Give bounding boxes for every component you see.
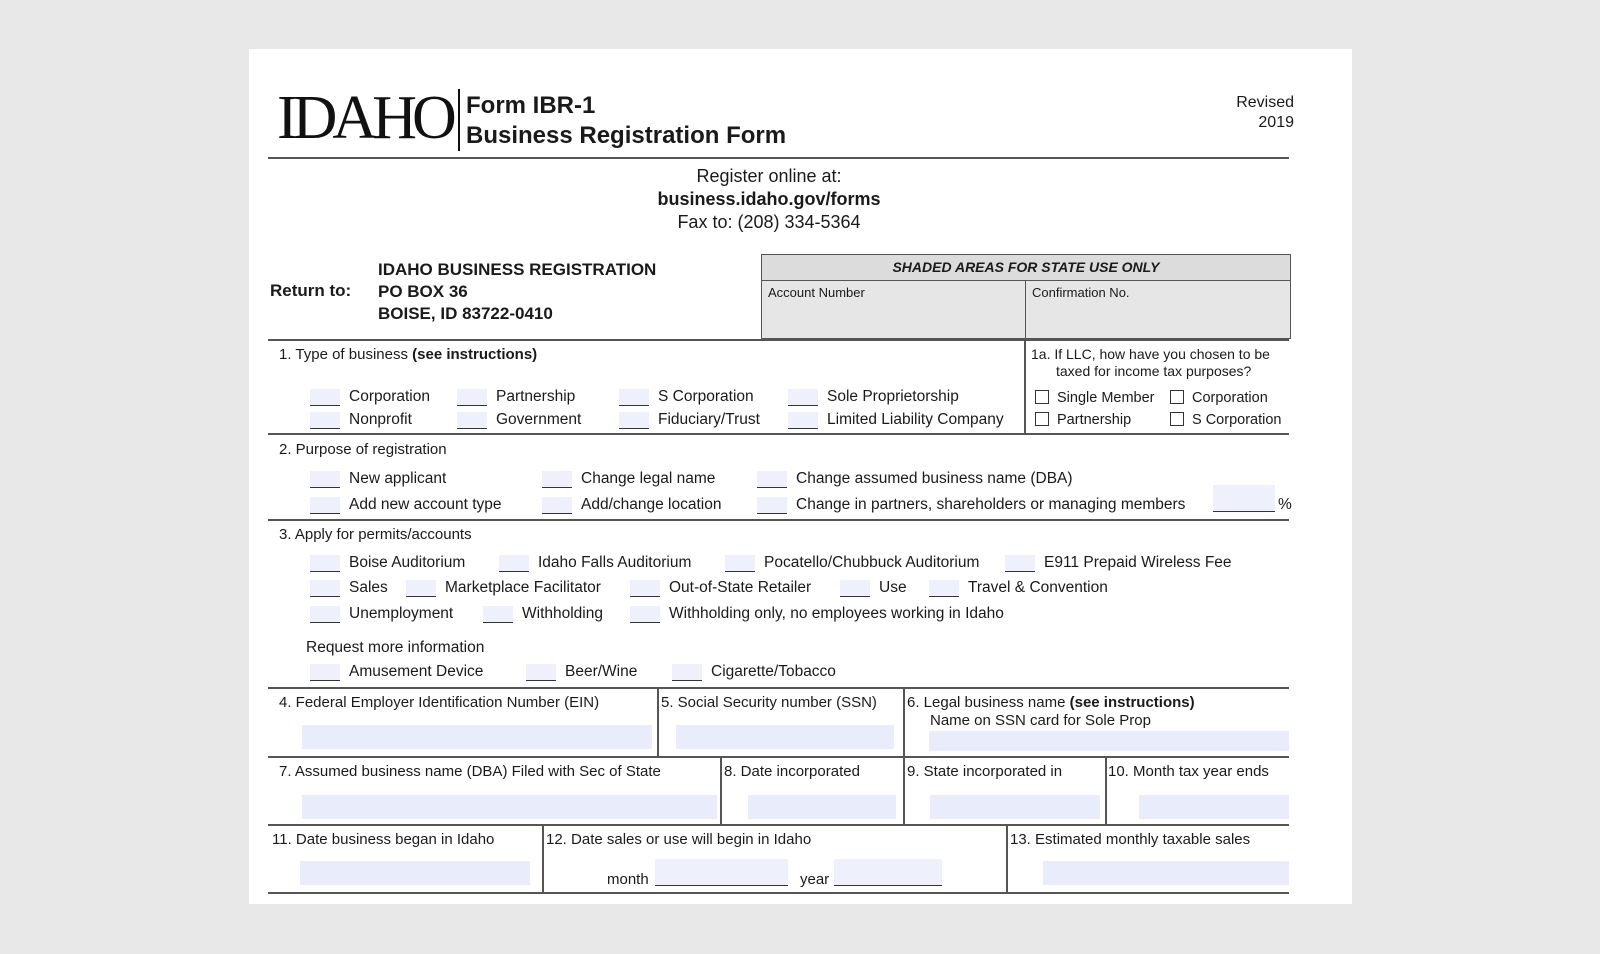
confirmation-no-label: Confirmation No. bbox=[1032, 285, 1130, 300]
form-page bbox=[249, 49, 1352, 904]
purpose-checkbox[interactable] bbox=[310, 471, 340, 488]
llc-tax-checkbox[interactable] bbox=[1035, 412, 1049, 426]
permit-checkbox[interactable] bbox=[483, 606, 513, 623]
option-travel-convention: Travel & Convention bbox=[968, 579, 1108, 596]
section-rule bbox=[268, 756, 1289, 758]
option-beer-wine: Beer/Wine bbox=[565, 663, 638, 680]
business-type-checkbox[interactable] bbox=[310, 389, 340, 406]
option-boise-auditorium: Boise Auditorium bbox=[349, 554, 466, 571]
option-pocatello-auditorium: Pocatello/Chubbuck Auditorium bbox=[764, 554, 980, 571]
dba-input[interactable] bbox=[302, 795, 717, 819]
field-divider bbox=[903, 756, 905, 824]
field-5-label: 5. Social Security number (SSN) bbox=[661, 694, 877, 711]
permit-checkbox[interactable] bbox=[406, 580, 436, 597]
field-4-label: 4. Federal Employer Identification Number (EIN) bbox=[279, 694, 600, 711]
field-8-label: 8. Date incorporated bbox=[724, 763, 860, 780]
llc-tax-checkbox[interactable] bbox=[1035, 390, 1049, 404]
purpose-checkbox[interactable] bbox=[757, 497, 787, 514]
revised-date bbox=[1236, 93, 1294, 133]
option-cigarette-tobacco: Cigarette/Tobacco bbox=[711, 663, 836, 680]
state-use-box bbox=[761, 254, 1291, 339]
permit-checkbox[interactable] bbox=[725, 555, 755, 572]
business-type-checkbox[interactable] bbox=[788, 389, 818, 406]
option-llc-s-corporation: S Corporation bbox=[1192, 412, 1282, 428]
return-address bbox=[378, 259, 656, 325]
option-withholding-only: Withholding only, no employees working in Idaho bbox=[669, 605, 1004, 622]
field-9-label: 9. State incorporated in bbox=[907, 763, 1063, 780]
sales-begin-year-input[interactable] bbox=[834, 859, 942, 886]
permit-checkbox[interactable] bbox=[630, 606, 660, 623]
option-add-change-location: Add/change location bbox=[581, 496, 722, 513]
option-withholding: Withholding bbox=[522, 605, 603, 622]
monthly-taxable-sales-input[interactable] bbox=[1043, 861, 1289, 885]
option-change-legal-name: Change legal name bbox=[581, 470, 716, 487]
permit-checkbox[interactable] bbox=[499, 555, 529, 572]
form-title bbox=[466, 91, 786, 151]
field-divider bbox=[903, 687, 905, 756]
field-11-label: 11. Date business began in Idaho bbox=[272, 831, 495, 848]
return-to-label: Return to: bbox=[270, 281, 352, 300]
business-type-checkbox[interactable] bbox=[619, 389, 649, 406]
form-number: Form IBR-1 bbox=[466, 92, 596, 119]
permit-checkbox[interactable] bbox=[840, 580, 870, 597]
llc-tax-checkbox[interactable] bbox=[1170, 412, 1184, 426]
fax-number: Fax to: (208) 334-5364 bbox=[677, 212, 861, 232]
info-request-checkbox[interactable] bbox=[672, 664, 702, 681]
field-6-sublabel: Name on SSN card for Sole Prop bbox=[930, 712, 1151, 729]
llc-tax-checkbox[interactable] bbox=[1170, 390, 1184, 404]
option-partnership: Partnership bbox=[496, 388, 576, 405]
info-request-checkbox[interactable] bbox=[310, 664, 340, 681]
option-nonprofit: Nonprofit bbox=[349, 411, 412, 428]
ssn-input[interactable] bbox=[676, 725, 894, 749]
address-line-1: IDAHO BUSINESS REGISTRATION bbox=[378, 260, 657, 279]
field-13-label: 13. Estimated monthly taxable sales bbox=[1010, 831, 1251, 848]
request-more-info-label: Request more information bbox=[306, 639, 485, 656]
logo-divider bbox=[458, 89, 460, 151]
business-type-checkbox[interactable] bbox=[457, 412, 487, 429]
option-e911-fee: E911 Prepaid Wireless Fee bbox=[1044, 554, 1232, 571]
account-number-label: Account Number bbox=[768, 285, 865, 300]
section-rule bbox=[268, 824, 1289, 826]
field-10-label: 10. Month tax year ends bbox=[1108, 763, 1269, 780]
option-government: Government bbox=[496, 411, 582, 428]
option-add-account-type: Add new account type bbox=[349, 496, 502, 513]
idaho-logo: IDAHO bbox=[277, 84, 452, 152]
section-rule bbox=[268, 519, 1289, 521]
field-divider bbox=[1006, 824, 1008, 892]
section-3-label: 3. Apply for permits/accounts bbox=[279, 526, 472, 543]
option-corporation: Corporation bbox=[349, 388, 430, 405]
section-rule bbox=[268, 433, 1289, 435]
info-request-checkbox[interactable] bbox=[526, 664, 556, 681]
form-name: Business Registration Form bbox=[466, 122, 787, 149]
month-label: month bbox=[607, 871, 649, 888]
permit-checkbox[interactable] bbox=[310, 555, 340, 572]
address-line-2: PO BOX 36 bbox=[378, 282, 468, 301]
permit-checkbox[interactable] bbox=[929, 580, 959, 597]
option-idaho-falls-auditorium: Idaho Falls Auditorium bbox=[538, 554, 692, 571]
business-type-checkbox[interactable] bbox=[457, 389, 487, 406]
option-s-corporation: S Corporation bbox=[658, 388, 754, 405]
revised-label: Revised bbox=[1236, 94, 1294, 111]
purpose-checkbox[interactable] bbox=[310, 497, 340, 514]
section-rule bbox=[268, 892, 1289, 894]
purpose-checkbox[interactable] bbox=[757, 471, 787, 488]
ein-input[interactable] bbox=[302, 725, 652, 749]
section-rule bbox=[268, 339, 1289, 341]
permit-checkbox[interactable] bbox=[1005, 555, 1035, 572]
sales-begin-month-input[interactable] bbox=[655, 859, 788, 886]
field-divider bbox=[720, 756, 722, 824]
section-2-label: 2. Purpose of registration bbox=[279, 441, 447, 458]
field-divider bbox=[657, 687, 659, 756]
option-marketplace-facilitator: Marketplace Facilitator bbox=[445, 579, 601, 596]
percent-sign: % bbox=[1278, 496, 1292, 513]
permit-checkbox[interactable] bbox=[310, 606, 340, 623]
section-1-divider bbox=[1024, 339, 1026, 433]
option-sole-proprietorship: Sole Proprietorship bbox=[827, 388, 959, 405]
header-rule bbox=[268, 157, 1289, 159]
field-divider bbox=[1105, 756, 1107, 824]
option-sales: Sales bbox=[349, 579, 388, 596]
option-change-partners: Change in partners, shareholders or managing members bbox=[796, 496, 1186, 513]
purpose-checkbox[interactable] bbox=[542, 471, 572, 488]
state-incorporated-input[interactable] bbox=[930, 795, 1100, 819]
register-online-label: Register online at: bbox=[696, 166, 842, 186]
state-use-heading: SHADED AREAS FOR STATE USE ONLY bbox=[762, 255, 1290, 281]
permit-checkbox[interactable] bbox=[630, 580, 660, 597]
permit-checkbox[interactable] bbox=[310, 580, 340, 597]
option-change-dba: Change assumed business name (DBA) bbox=[796, 470, 1073, 487]
field-6-label: 6. Legal business name (see instructions) bbox=[907, 694, 1195, 711]
option-new-applicant: New applicant bbox=[349, 470, 447, 487]
field-divider bbox=[542, 824, 544, 892]
date-began-idaho-input[interactable] bbox=[300, 861, 530, 885]
purpose-checkbox[interactable] bbox=[542, 497, 572, 514]
online-info bbox=[249, 165, 1289, 234]
section-1a-label: 1a. If LLC, how have you chosen to be taxed for income tax purposes? bbox=[1031, 346, 1270, 379]
option-amusement-device: Amusement Device bbox=[349, 663, 484, 680]
date-incorporated-input[interactable] bbox=[748, 795, 896, 819]
year-label: year bbox=[800, 871, 830, 888]
option-fiduciary-trust: Fiduciary/Trust bbox=[658, 411, 760, 428]
ownership-percent-input[interactable] bbox=[1213, 485, 1275, 512]
section-rule bbox=[268, 687, 1289, 689]
register-url[interactable]: business.idaho.gov/forms bbox=[657, 189, 881, 209]
option-single-member: Single Member bbox=[1057, 390, 1155, 406]
option-use: Use bbox=[879, 579, 907, 596]
revised-year: 2019 bbox=[1258, 114, 1294, 131]
field-12-label: 12. Date sales or use will begin in Idaho bbox=[546, 831, 812, 848]
option-llc-partnership: Partnership bbox=[1057, 412, 1132, 428]
option-out-of-state-retailer: Out-of-State Retailer bbox=[669, 579, 812, 596]
legal-business-name-input[interactable] bbox=[929, 731, 1289, 751]
business-type-checkbox[interactable] bbox=[788, 412, 818, 429]
option-unemployment: Unemployment bbox=[349, 605, 454, 622]
business-type-checkbox[interactable] bbox=[310, 412, 340, 429]
field-7-label: 7. Assumed business name (DBA) Filed with Sec of State bbox=[279, 763, 661, 780]
option-llc-corporation: Corporation bbox=[1192, 390, 1268, 406]
business-type-checkbox[interactable] bbox=[619, 412, 649, 429]
section-1-label: 1. Type of business (see instructions) bbox=[279, 346, 538, 363]
option-llc: Limited Liability Company bbox=[827, 411, 1004, 428]
address-line-3: BOISE, ID 83722-0410 bbox=[378, 304, 553, 323]
tax-year-end-input[interactable] bbox=[1139, 795, 1289, 819]
